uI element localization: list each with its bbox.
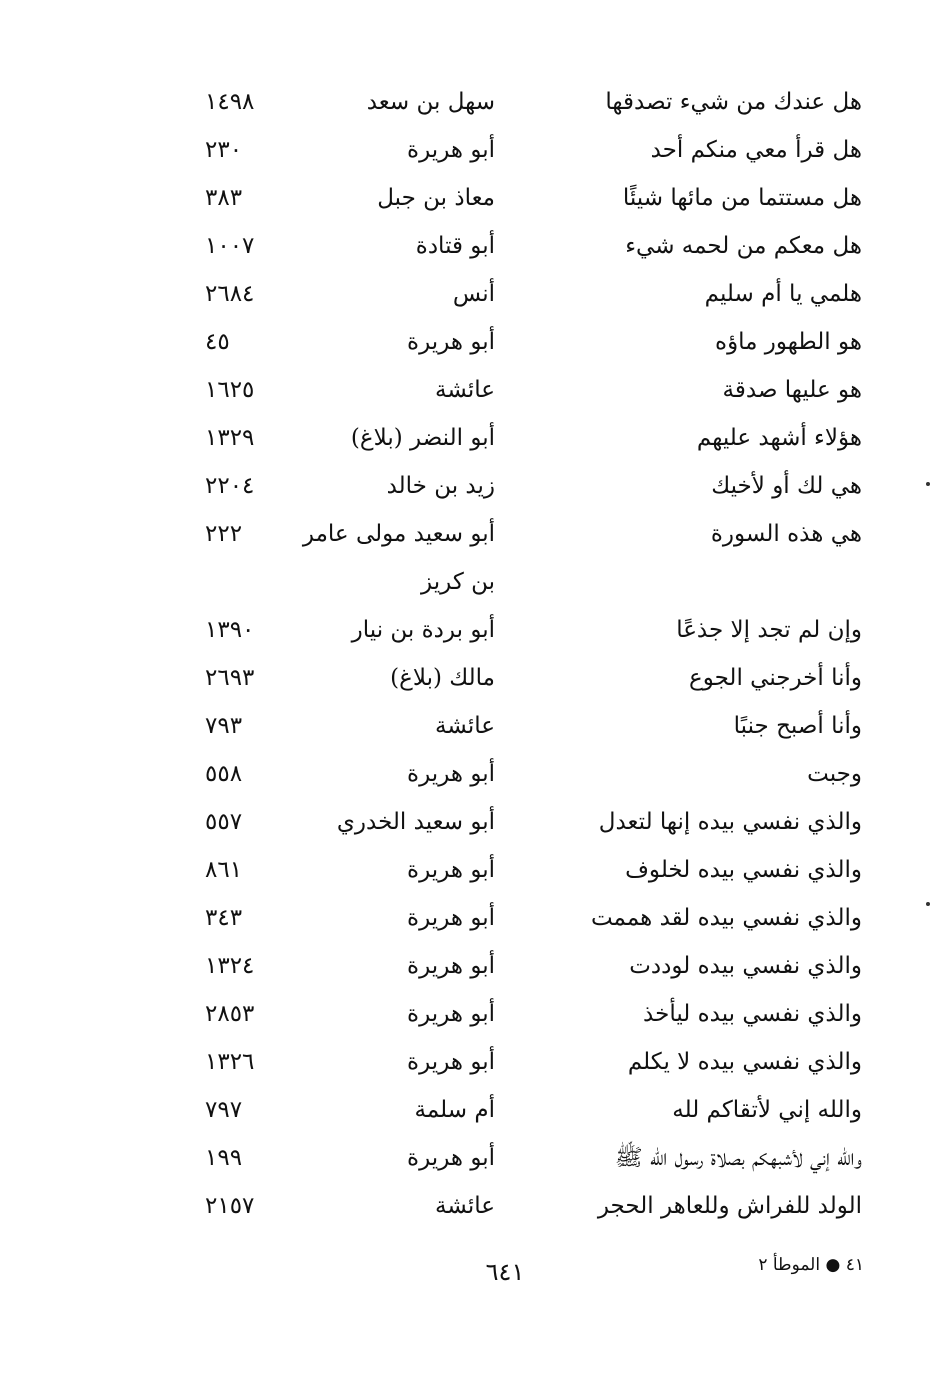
hadith-number: ٢٣٠ — [205, 137, 243, 163]
hadith-phrase: وجبت — [807, 761, 862, 787]
hadith-number: ٢٨٥٣ — [205, 1001, 255, 1027]
table-row — [195, 168, 870, 216]
table-row — [195, 456, 870, 504]
table-row — [195, 792, 870, 840]
table-row — [195, 744, 870, 792]
table-row — [195, 312, 870, 360]
hadith-number: ١٣٢٤ — [205, 953, 255, 979]
hadith-number: ١٩٩ — [205, 1145, 243, 1171]
hadith-phrase: والذي نفسي بيده لوددت — [629, 953, 862, 979]
narrator-name: أنس — [452, 281, 495, 307]
narrator-name: أبو هريرة — [407, 1049, 495, 1075]
hadith-phrase: هلمي يا أم سليم — [704, 281, 862, 307]
table-row — [195, 1080, 870, 1128]
hadith-number: ٧٩٣ — [205, 713, 243, 739]
hadith-phrase: هي هذه السورة — [710, 521, 862, 547]
signature-mark: ٤١ ● الموطأ ٢ — [758, 1255, 864, 1275]
hadith-phrase: والذي نفسي بيده لقد هممت — [590, 905, 862, 931]
table-row — [195, 1032, 870, 1080]
hadith-phrase: الولد للفراش وللعاهر الحجر — [597, 1193, 862, 1219]
narrator-name: عائشة — [435, 377, 495, 403]
hadith-number: ١٣٩٠ — [205, 617, 255, 643]
margin-dot — [926, 482, 930, 486]
table-row — [195, 648, 870, 696]
hadith-phrase: هي لك أو لأخيك — [711, 473, 862, 499]
narrator-name: أبو هريرة — [407, 905, 495, 931]
narrator-name: سهل بن سعد — [366, 89, 495, 115]
narrator-name: أبو هريرة — [407, 953, 495, 979]
narrator-name: أبو هريرة — [407, 761, 495, 787]
margin-dot — [926, 902, 930, 906]
hadith-number: ٨٦١ — [205, 857, 243, 883]
narrator-name: أم سلمة — [414, 1097, 495, 1123]
table-row — [195, 696, 870, 744]
hadith-number: ١٣٢٦ — [205, 1049, 255, 1075]
table-row — [195, 600, 870, 648]
hadith-phrase: هل عندك من شيء تصدقها — [605, 89, 862, 115]
table-row — [195, 888, 870, 936]
table-row — [195, 504, 870, 600]
narrator-name: زيد بن خالد — [386, 473, 495, 499]
hadith-phrase: والذي نفسي بيده لا يكلم — [627, 1049, 862, 1075]
table-row — [195, 264, 870, 312]
narrator-name: أبو هريرة — [407, 857, 495, 883]
narrator-name: أبو هريرة — [407, 1001, 495, 1027]
narrator-name: مالك (بلاغ) — [390, 665, 495, 691]
narrator-name: أبو قتادة — [415, 233, 495, 259]
hadith-phrase: هل مستتما من مائها شيئًا — [622, 185, 862, 211]
hadith-phrase: هو عليها صدقة — [722, 377, 862, 403]
narrator-name: أبو سعيد مولى عامر بن كريز — [302, 521, 495, 595]
table-row — [195, 1128, 870, 1176]
narrator-name: أبو النضر (بلاغ) — [350, 425, 495, 451]
table-row — [195, 72, 870, 120]
narrator-name: عائشة — [435, 1193, 495, 1219]
hadith-number: ٢٦٩٣ — [205, 665, 255, 691]
hadith-number: ٢٦٨٤ — [205, 281, 255, 307]
hadith-number: ٣٤٣ — [205, 905, 243, 931]
hadith-number: ٢٢٠٤ — [205, 473, 255, 499]
table-row — [195, 936, 870, 984]
hadith-phrase: والذي نفسي بيده إنها لتعدل — [598, 809, 862, 835]
hadith-phrase: والله إني لأتقاكم لله — [672, 1097, 862, 1123]
table-row — [195, 1176, 870, 1224]
hadith-number: ١٤٩٨ — [205, 89, 255, 115]
hadith-phrase: وإن لم تجد إلا جذعًا — [676, 617, 862, 643]
hadith-number: ٤٥ — [205, 329, 230, 355]
hadith-number: ٢١٥٧ — [205, 1193, 255, 1219]
table-row — [195, 984, 870, 1032]
narrator-name: أبو سعيد الخدري — [336, 809, 495, 835]
narrator-name: أبو هريرة — [407, 1145, 495, 1171]
table-row — [195, 408, 870, 456]
hadith-phrase: وأنا أصبح جنبًا — [733, 713, 862, 739]
hadith-phrase: وأنا أخرجني الجوع — [688, 665, 862, 691]
table-row — [195, 840, 870, 888]
hadith-phrase: هل معكم من لحمه شيء — [625, 233, 862, 259]
hadith-phrase: والذي نفسي بيده ليأخذ — [643, 1001, 862, 1027]
narrator-name: عائشة — [435, 713, 495, 739]
hadith-number: ١٠٠٧ — [205, 233, 255, 259]
hadith-index-table — [195, 72, 870, 1224]
table-row — [195, 360, 870, 408]
narrator-name: أبو بردة بن نيار — [351, 617, 495, 643]
hadith-phrase: والله إني لأشبهكم بصلاة رسول الله ﷺ — [614, 1145, 862, 1171]
hadith-phrase: هو الطهور ماؤه — [715, 329, 862, 355]
hadith-phrase: هؤلاء أشهد عليهم — [696, 425, 862, 451]
narrator-name: أبو هريرة — [407, 137, 495, 163]
table-row — [195, 120, 870, 168]
hadith-number: ٧٩٧ — [205, 1097, 243, 1123]
hadith-number: ٢٢٢ — [205, 521, 243, 547]
narrator-name: معاذ بن جبل — [377, 185, 495, 211]
hadith-number: ٣٨٣ — [205, 185, 243, 211]
hadith-phrase: والذي نفسي بيده لخلوف — [625, 857, 862, 883]
page-number: ٦٤١ — [485, 1258, 525, 1286]
hadith-number: ٥٥٧ — [205, 809, 243, 835]
hadith-number: ٥٥٨ — [205, 761, 243, 787]
hadith-number: ١٣٢٩ — [205, 425, 255, 451]
narrator-name: أبو هريرة — [407, 329, 495, 355]
hadith-phrase: هل قرأ معي منكم أحد — [650, 137, 862, 163]
hadith-number: ١٦٢٥ — [205, 377, 255, 403]
table-row — [195, 216, 870, 264]
